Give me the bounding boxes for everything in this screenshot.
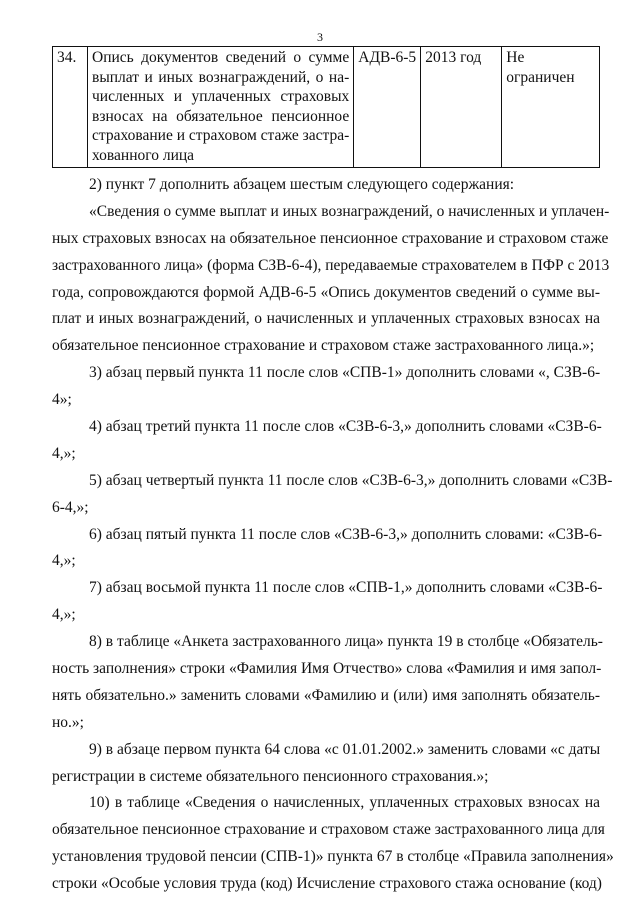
paragraph-line: 4,»;: [52, 444, 76, 462]
paragraph-line: года, сопровождаются формой АДВ-6-5 «Опись документов сведений о сумме вы-: [52, 283, 600, 301]
paragraph: [52, 575, 603, 629]
paragraph-line: 2) пункт 7 дополнить абзацем шестым следующего содержания:: [89, 176, 515, 193]
paragraph-line: ность заполнения» строки «Фамилия Имя Отчество» слова «Фамилия и имя запол-: [52, 660, 602, 678]
paragraph-line: 6-4,»;: [52, 498, 89, 516]
paragraph: [52, 629, 603, 737]
paragraph-line: плат и иных вознаграждений, о начисленных и уплаченных страховых взносах на: [52, 310, 600, 328]
body-text: [52, 172, 614, 898]
description-line: выплат и иных вознаграждений, о на-: [92, 68, 350, 86]
paragraph: [52, 199, 610, 360]
row-description-cell: [88, 47, 354, 168]
page-number: 3: [317, 30, 323, 44]
paragraph-line: нять обязательно.» заменить словами «Фамилию и (или) имя заполнять обязатель-: [52, 686, 600, 704]
paragraph-line: но.»;: [52, 713, 84, 731]
paragraph-line: 7) абзац восьмой пункта 11 после слов «СПВ-1,» дополнить словами «СЗВ-6-: [89, 579, 603, 597]
paragraph-line: 4»;: [52, 391, 72, 409]
paragraph-line: «Сведения о сумме выплат и иных вознаграждений, о начисленных и уплачен-: [89, 202, 610, 220]
paragraph: [52, 522, 600, 576]
paragraph-line: обязательное пенсионное страхование и страховом стаже застрахованного лица для: [52, 821, 605, 839]
paragraph-line: регистрации в системе обязательного пенсионного страхования.»;: [52, 767, 489, 785]
table-row: [53, 47, 600, 168]
period-cell: Не ограничен: [502, 47, 600, 168]
paragraph-line: 3) абзац первый пункта 11 после слов «СПВ-1» дополнить словами «, СЗВ-6-: [89, 364, 601, 382]
paragraph-line: установления трудовой пенсии (СПВ-1)» пункта 67 в столбце «Правила заполнения»: [52, 848, 614, 866]
paragraph-line: 10) в таблице «Сведения о начисленных, уплаченных страховых взносах на: [89, 794, 600, 812]
description-line: хованного лица: [92, 146, 195, 164]
paragraph-line: 5) абзац четвертый пункта 11 после слов «СЗВ-6-3,» дополнить словами «СЗВ-: [89, 471, 613, 489]
paragraph: [52, 172, 600, 199]
form-code-cell: АДВ-6-5: [354, 47, 421, 168]
paragraph-line: застрахованного лица» (форма СЗВ-6-4), передаваемые страхователем в ПФР с 2013: [52, 256, 610, 274]
paragraph-line: строки «Особые условия труда (код) Исчисление страхового стажа основание (код): [52, 875, 602, 893]
paragraph: [52, 468, 613, 522]
paragraph: [52, 414, 600, 468]
paragraph-line: 4,»;: [52, 606, 76, 624]
paragraph-line: 9) в абзаце первом пункта 64 слова «с 01.01.2002.» заменить словами «с даты: [89, 740, 601, 758]
paragraph-line: 4) абзац третий пункта 11 после слов «СЗВ-6-3,» дополнить словами «СЗВ-6-: [89, 418, 602, 436]
paragraph: [52, 737, 600, 791]
document-table: [52, 46, 600, 168]
paragraph-line: 8) в таблице «Анкета застрахованного лица» пункта 19 в столбце «Обязатель-: [89, 633, 603, 651]
paragraph: [52, 790, 614, 898]
description-line: взносах на обязательное пенсионное: [92, 107, 350, 125]
paragraph-line: ных страховых взносах на обязательное пенсионное страхование и страховом стаже: [52, 229, 609, 247]
paragraph-line: 6) абзац пятый пункта 11 после слов «СЗВ-6-3,» дополнить словами: «СЗВ-6-: [89, 525, 602, 543]
paragraph-line: обязательное пенсионное страхование и страховом стаже застрахованного лица.»;: [52, 337, 595, 355]
description-line: страхование и страховом стаже застра-: [92, 127, 350, 144]
description-line: численных и уплаченных страховых: [92, 88, 350, 105]
paragraph-line: 4,»;: [52, 552, 76, 570]
description-line: Опись документов сведений о сумме: [92, 49, 350, 66]
row-number-cell: 34.: [53, 47, 88, 168]
paragraph: [52, 360, 600, 414]
year-cell: 2013 год: [421, 47, 502, 168]
